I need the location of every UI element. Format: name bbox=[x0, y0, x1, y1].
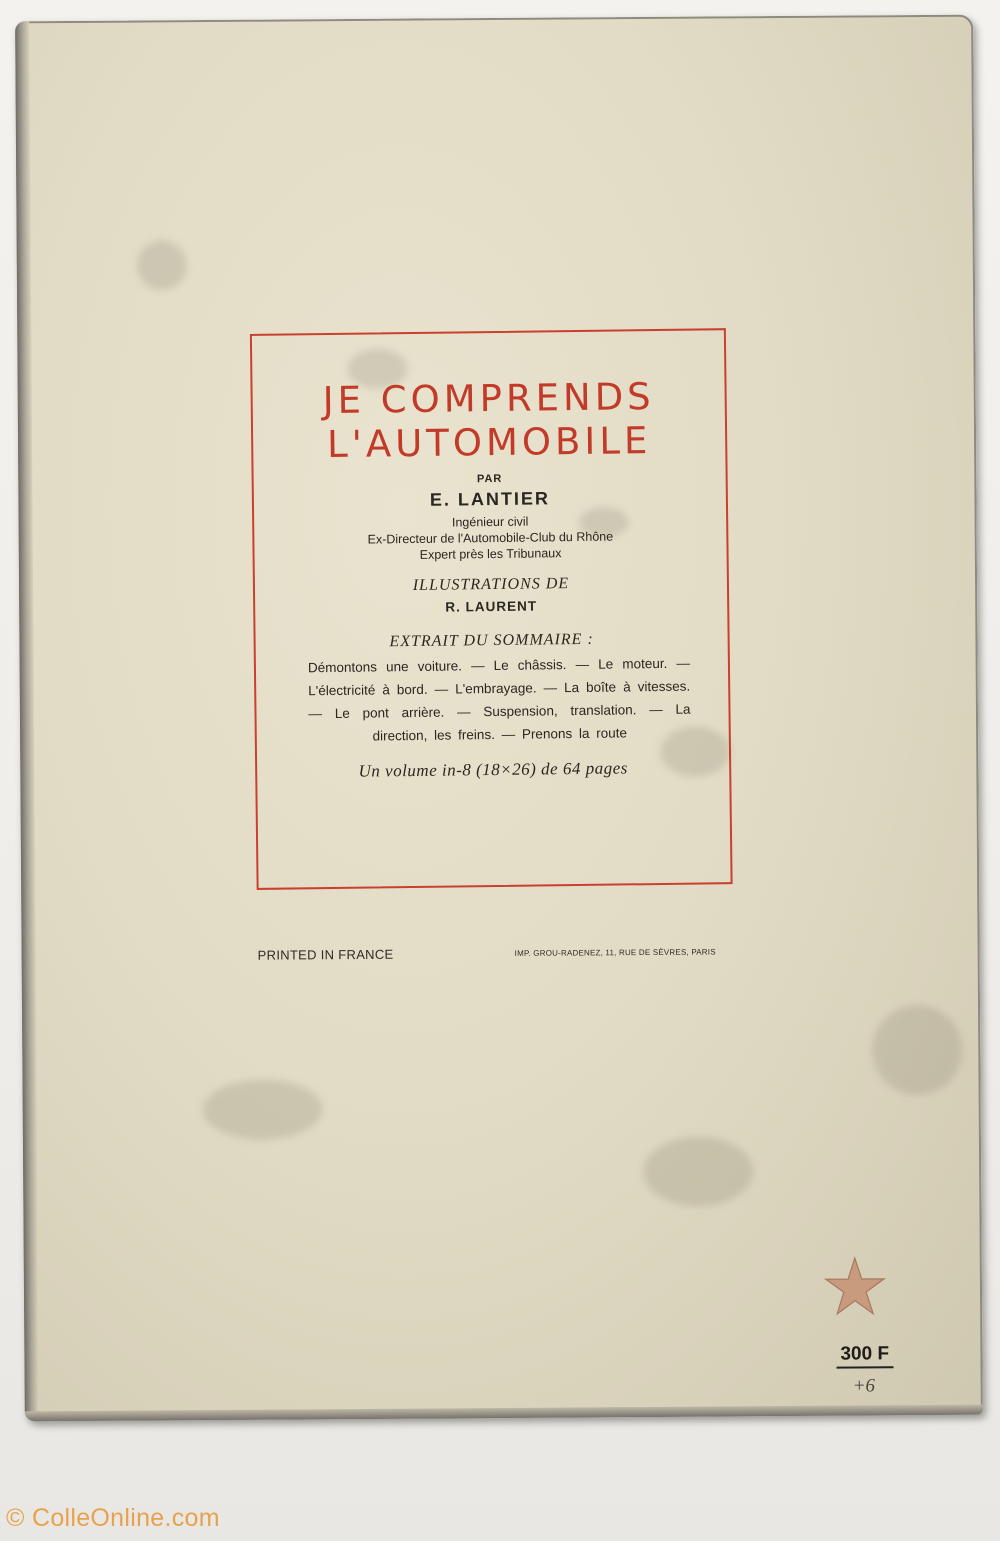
author-name: E. LANTIER bbox=[429, 488, 551, 510]
title-line-2: L'AUTOMOBILE bbox=[326, 419, 652, 467]
handwritten-note: +6 bbox=[852, 1375, 876, 1397]
price-label: 300 F bbox=[836, 1343, 893, 1368]
author-credential: Expert près les Tribunaux bbox=[419, 546, 562, 562]
summary-text: Démontons une voiture. — Le châssis. — Le moteur. — L'électricité à bord. — L'embrayage. — La boîte à vitesses. — Le pont arrière. — Suspension, translation. — La direction, les freins. — Prenons la route bbox=[307, 655, 691, 744]
printed-in-label: PRINTED IN FRANCE bbox=[257, 946, 394, 963]
book-info-frame bbox=[250, 328, 733, 890]
printer-imprint: IMP. GROU-RADENEZ, 11, RUE DE SÈVRES, PARIS bbox=[514, 947, 716, 958]
watermark: © ColleOnline.com bbox=[6, 1504, 220, 1532]
stain bbox=[137, 240, 187, 290]
stain bbox=[203, 1079, 323, 1140]
by-label: PAR bbox=[476, 472, 503, 486]
volume-info: Un volume in-8 (18×26) de 64 pages bbox=[358, 758, 628, 781]
title-line-1: JE COMPRENDS bbox=[322, 375, 655, 423]
book-back-cover bbox=[15, 15, 983, 1422]
book-spine-edge bbox=[15, 21, 39, 1421]
stain bbox=[872, 1005, 963, 1096]
illustrations-label: ILLUSTRATIONS DE bbox=[412, 575, 570, 595]
author-credential: Ex-Directeur de l'Automobile-Club du Rhône bbox=[367, 529, 614, 547]
summary-label: EXTRAIT DU SOMMAIRE : bbox=[389, 630, 594, 651]
book-bottom-edge bbox=[25, 1405, 983, 1422]
stain bbox=[643, 1136, 753, 1207]
author-credential: Ingénieur civil bbox=[451, 514, 529, 530]
illustrator-name: R. LAURENT bbox=[445, 598, 538, 615]
star-icon bbox=[824, 1255, 886, 1317]
